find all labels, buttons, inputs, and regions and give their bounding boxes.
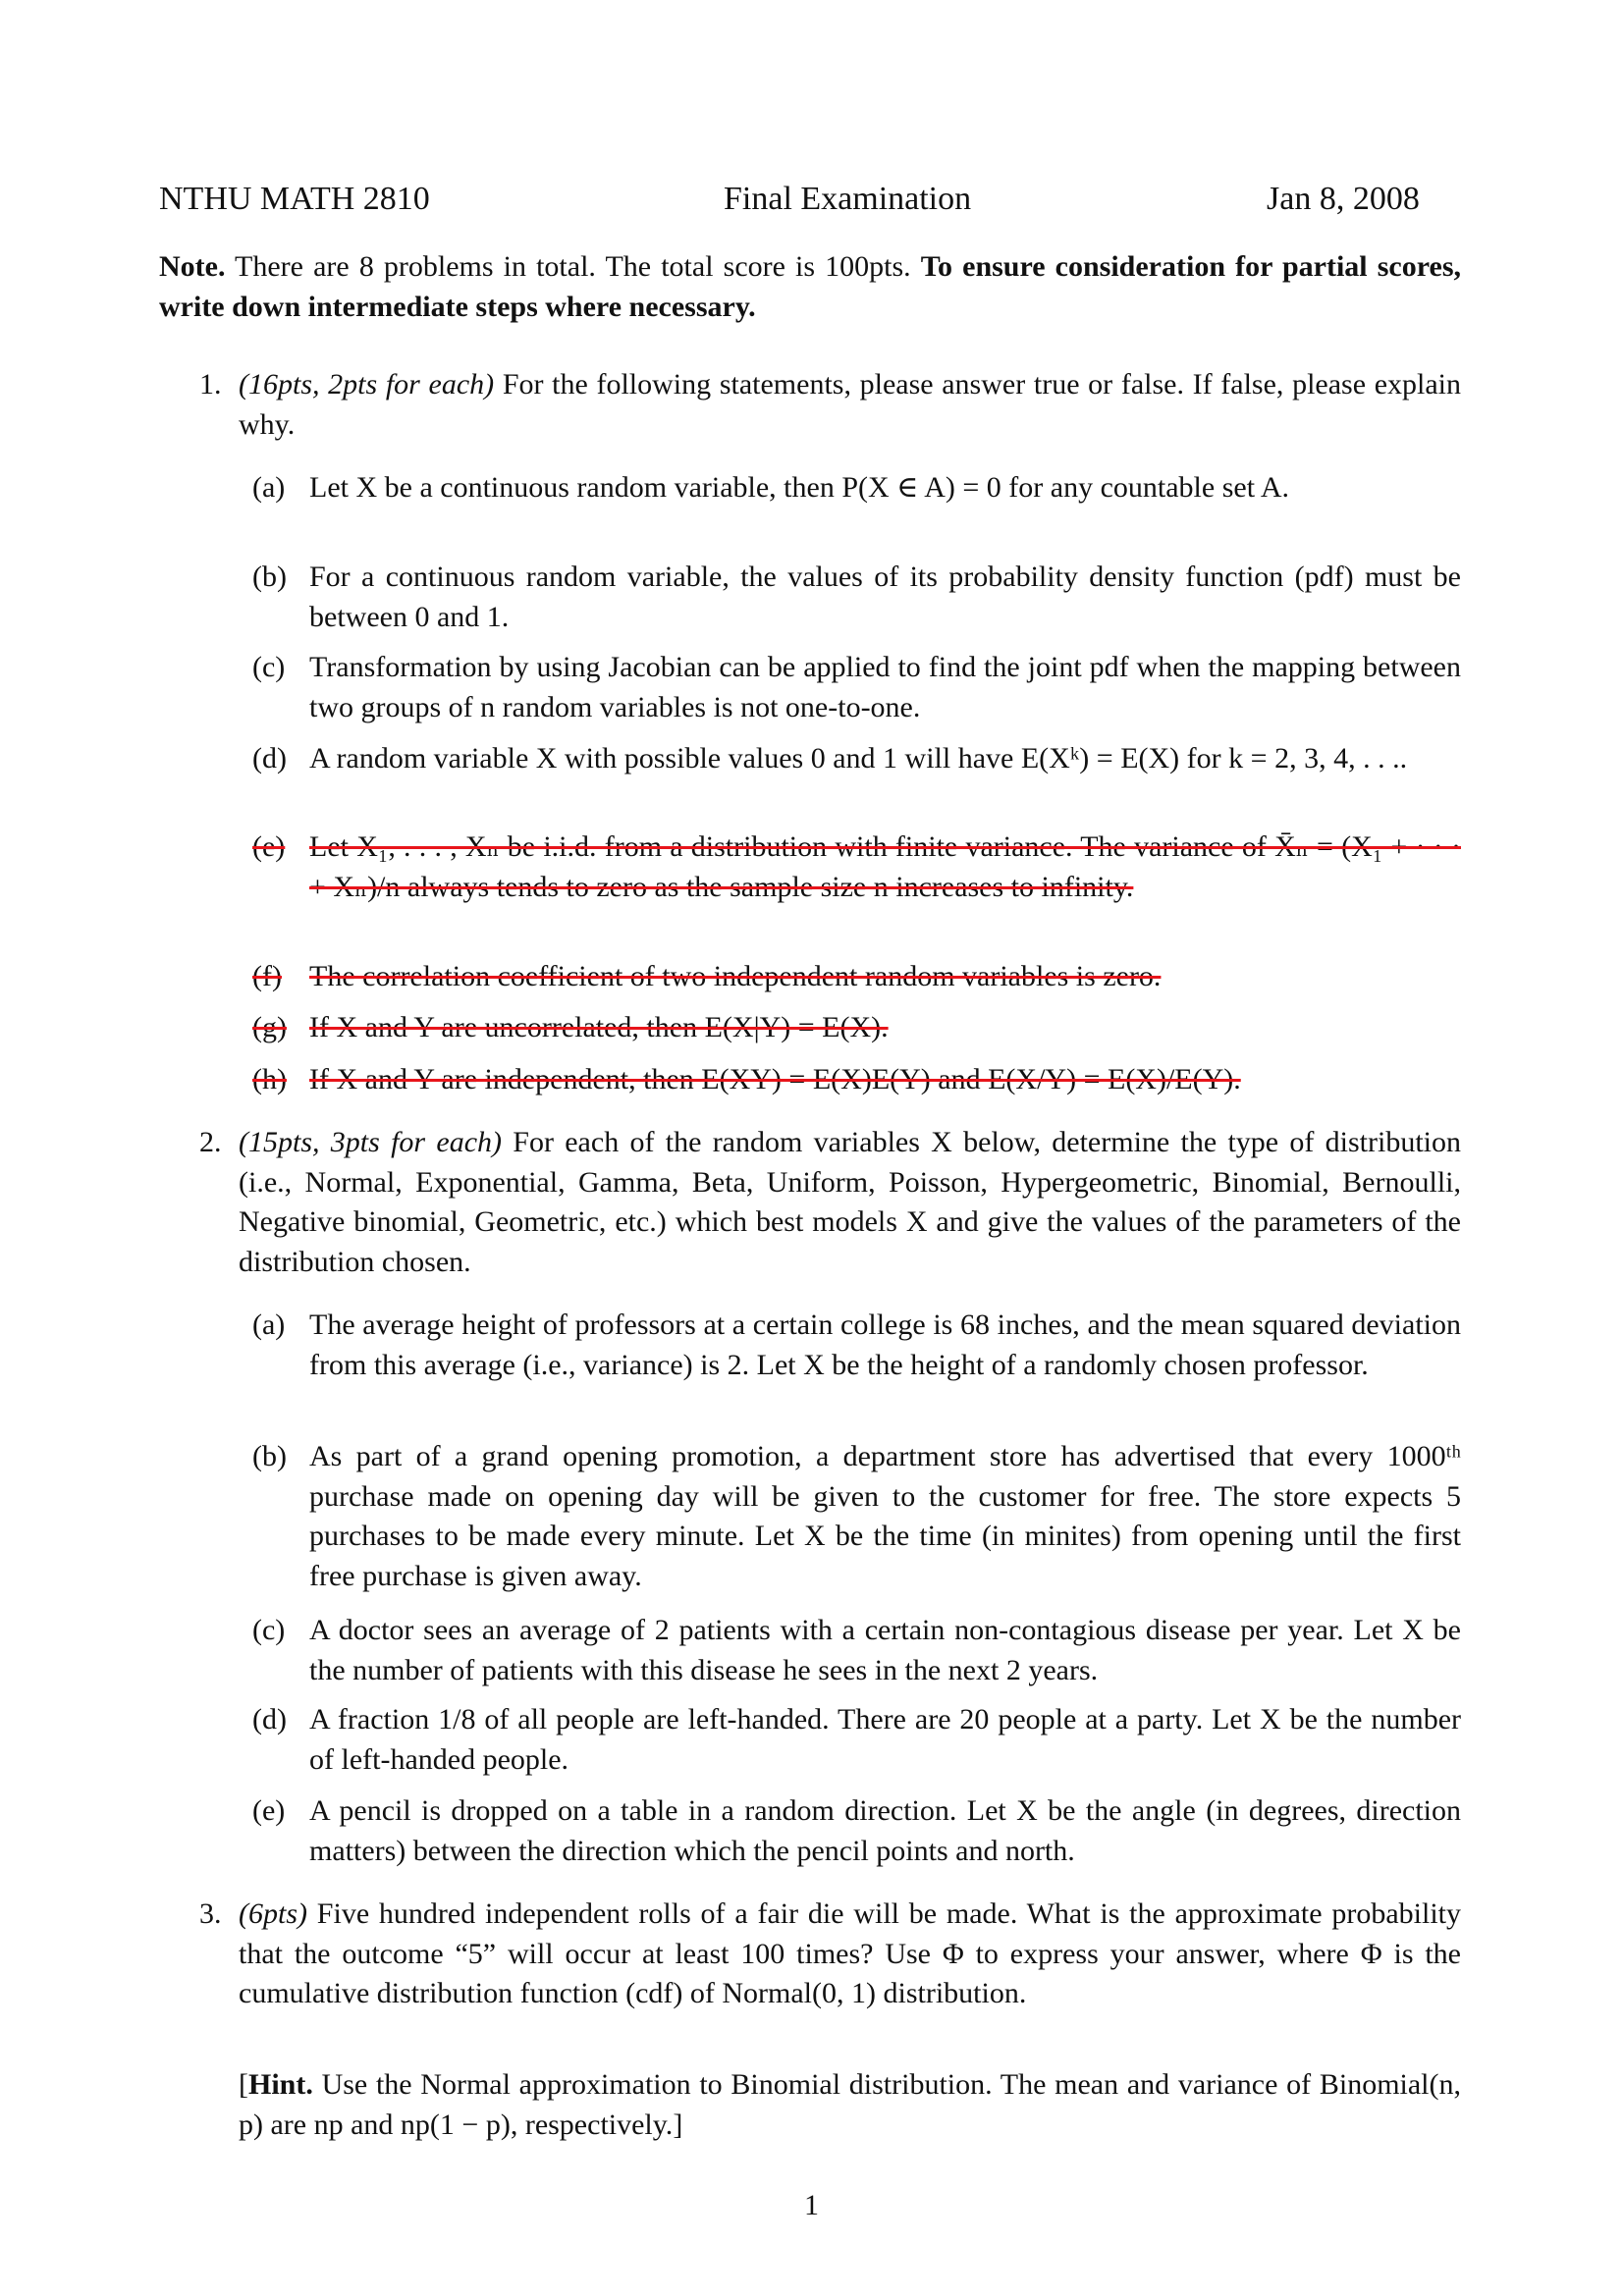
problem-number: 2. — [199, 1126, 222, 1158]
problem-2-item-b — [252, 1437, 1461, 1596]
problem-3-hint: [Hint. Use the Normal approximation to Binomial distribution. The mean and variance of Binomial(n, p) are np and np(1 − p), respectively.] — [239, 2068, 1462, 2141]
problem-2-item-d — [252, 1700, 1461, 1780]
exam-date: Jan 8, 2008 — [1267, 181, 1420, 217]
problem-1-item-c — [252, 648, 1461, 727]
problem-1-item-a — [252, 468, 1461, 508]
exam-title: Final Examination — [724, 181, 972, 217]
item-text: Let X₁, . . . , Xₙ be i.i.d. from a distribution with finite variance. The variance of X̄ₙ = (X₁ + · · · + Xₙ)/n always tends to zero as the sample size n increases to infinity. — [309, 830, 1461, 903]
item-label: (e) — [252, 1794, 286, 1827]
item-text: A random variable X with possible values 0 and 1 will have E(Xᵏ) = E(X) for k = 2, 3, 4, . . .. — [309, 742, 1408, 774]
item-text: The average height of professors at a certain college is 68 inches, and the mean squared deviation from this average (i.e., variance) is 2. Let X be the height of a randomly chosen professor. — [309, 1308, 1461, 1381]
item-text: As part of a grand opening promotion, a department store has advertised that every 1000ᵗʰ purchase made on opening day will be given to the customer for free. The store expects 5 purchases to be made every minute. Let X be the time (in minites) from opening until the first free purchase is given away. — [309, 1440, 1461, 1592]
hint-text: Use the Normal approximation to Binomial distribution. The mean and variance of Binomial(n, p) are np and np(1 − p), respectively. — [239, 2068, 1462, 2141]
hint-label: Hint. — [248, 2068, 313, 2101]
item-label: (d) — [252, 1703, 287, 1735]
problem-number: 3. — [199, 1897, 222, 1930]
problem-1-item-h-struck — [252, 1060, 1461, 1100]
problem-points: (15pts, 3pts for each) — [239, 1126, 502, 1158]
problem-text: Five hundred independent rolls of a fair die will be made. What is the approximate probability that the outcome “5” will occur at least 100 times? Use Φ to express your answer, where Φ is the cumulative distribution function (cdf) of Normal(0, 1) distribution. — [239, 1897, 1461, 2009]
item-label: (a) — [252, 471, 286, 504]
problem-1 — [199, 365, 1462, 445]
problem-text: For each of the random variables X below, determine the type of distribution (i.e., Normal, Exponential, Gamma, Beta, Uniform, Poisson, Hypergeometric, Binomial, Bernoulli, Negative binomial, Geometric, etc.) which best models X and give the values of the parameters of the distribution chosen. — [239, 1126, 1461, 1278]
problem-2 — [199, 1123, 1461, 1282]
item-text: If X and Y are uncorrelated, then E(X|Y) = E(X). — [309, 1011, 889, 1043]
problem-points: (6pts) — [239, 1897, 307, 1930]
item-text: A pencil is dropped on a table in a random direction. Let X be the angle (in degrees, direction matters) between the direction which the pencil points and north. — [309, 1794, 1461, 1867]
problem-1-item-e-struck — [252, 828, 1461, 907]
item-label: (b) — [252, 1440, 287, 1472]
problem-1-item-d — [252, 739, 1461, 779]
problem-1-item-f-struck — [252, 957, 1461, 997]
item-label: (b) — [252, 561, 287, 593]
item-label: (g) — [252, 1011, 287, 1043]
item-label: (c) — [252, 1614, 286, 1646]
note-bold-text: To ensure consideration for partial scores, write down intermediate steps where necessary. — [159, 250, 1461, 323]
item-text: Transformation by using Jacobian can be applied to find the joint pdf when the mapping between two groups of n random variables is not one-to-one. — [309, 651, 1461, 723]
problem-1-item-b — [252, 558, 1461, 637]
item-text: For a continuous random variable, the values of its probability density function (pdf) must be between 0 and 1. — [309, 561, 1461, 633]
problem-3 — [199, 1895, 1461, 2014]
item-text: The correlation coefficient of two independent random variables is zero. — [309, 960, 1162, 992]
note-text: There are 8 problems in total. The total score is 100pts. — [225, 250, 921, 283]
item-label: (a) — [252, 1308, 286, 1341]
problem-points: (16pts, 2pts for each) — [239, 368, 495, 400]
problem-2-item-c — [252, 1611, 1461, 1690]
note — [159, 247, 1461, 327]
problem-number: 1. — [199, 368, 222, 400]
item-text: A doctor sees an average of 2 patients with a certain non-contagious disease per year. Let X be the number of patients with this disease he sees in the next 2 years. — [309, 1614, 1461, 1686]
note-label: Note. — [159, 250, 226, 283]
course-code: NTHU MATH 2810 — [159, 181, 430, 217]
problem-2-item-e — [252, 1791, 1461, 1871]
item-label: (f) — [252, 960, 282, 992]
problem-1-item-g-struck — [252, 1008, 1461, 1048]
page-number: 1 — [804, 2189, 819, 2221]
problem-2-item-a — [252, 1306, 1461, 1385]
item-label: (e) — [252, 830, 286, 863]
item-text: A fraction 1/8 of all people are left-handed. There are 20 people at a party. Let X be the number of left-handed people. — [309, 1703, 1461, 1776]
item-label: (h) — [252, 1063, 287, 1095]
item-label: (c) — [252, 651, 286, 683]
item-label: (d) — [252, 742, 287, 774]
item-text: If X and Y are independent, then E(XY) = E(X)E(Y) and E(X/Y) = E(X)/E(Y). — [309, 1063, 1241, 1095]
problem-text: For the following statements, please answer true or false. If false, please explain why. — [239, 368, 1462, 441]
item-text: Let X be a continuous random variable, then P(X ∈ A) = 0 for any countable set A. — [309, 471, 1290, 504]
